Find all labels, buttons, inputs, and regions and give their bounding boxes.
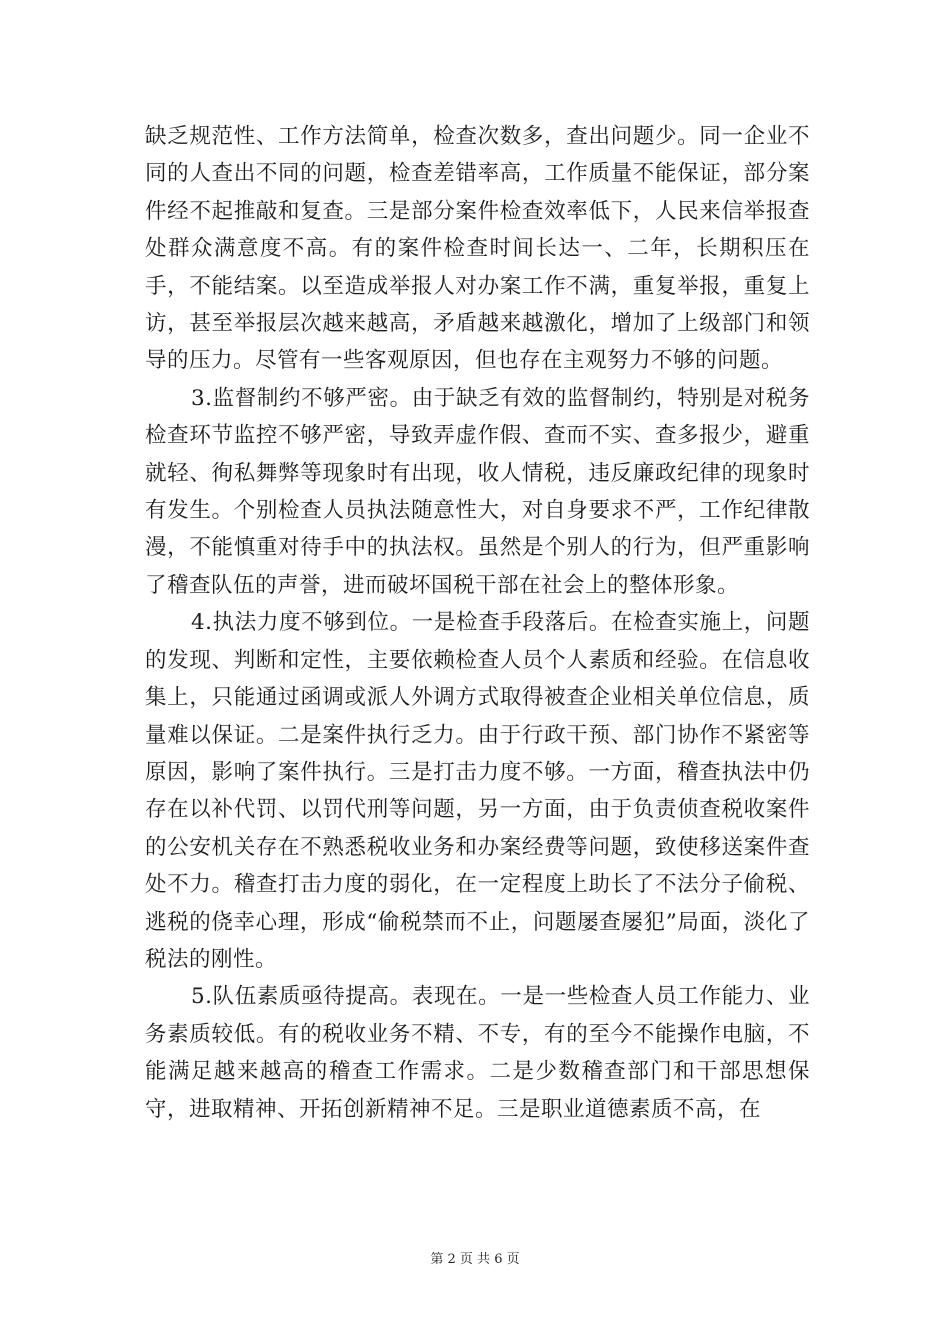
paragraph-team-quality: 5.队伍素质亟待提高。表现在。一是一些检查人员工作能力、业务素质较低。有的税收业务不精、不专，有的至今不能操作电脑，不能满足越来越高的稽查工作需求。二是少数稽查部门和干部思想保守，进取精神、开拓创新精神不足。三是职业道德素质不高，在 [145, 984, 810, 1122]
paragraph-enforcement: 4.执法力度不够到位。一是检查手段落后。在检查实施上，问题的发现、判断和定性，主要依赖检查人员个人素质和经验。在信息收集上，只能通过函调或派人外调方式取得被查企业相关单位信息，质量难以保证。二是案件执行乏力。由于行政干预、部门协作不紧密等原因，影响了案件执行。三是打击力度不够。一方面，稽查执法中仍存在以补代罚、以罚代刑等问题，另一方面，由于负责侦查税收案件的公安机关存在不熟悉税收业务和办案经费等问题，致使移送案件查处不力。稽查打击力度的弱化，在一定程度上助长了不法分子偷税、逃税的侥幸心理，形成“偷税禁而不止，问题屡查屡犯”局面，淡化了税法的刚性。 [145, 610, 810, 972]
paragraph-supervision: 3.监督制约不够严密。由于缺乏有效的监督制约，特别是对税务检查环节监控不够严密，导致弄虚作假、查而不实、查多报少，避重就轻、徇私舞弊等现象时有出现，收人情税，违反廉政纪律的现象时有发生。个别检查人员执法随意性大，对自身要求不严，工作纪律散漫，不能慎重对待手中的执法权。虽然是个别人的行为，但严重影响了稽查队伍的声誉，进而破坏国税干部在社会上的整体形象。 [145, 385, 810, 598]
page-number-footer: 第 2 页 共 6 页 [430, 1252, 520, 1267]
body-text [145, 118, 810, 1128]
paragraph-continued: 缺乏规范性、工作方法简单，检查次数多，查出问题少。同一企业不同的人查出不同的问题，检查差错率高，工作质量不能保证，部分案件经不起推敲和复查。三是部分案件检查效率低下，人民来信举报查处群众满意度不高。有的案件检查时间长达一、二年，长期积压在手，不能结案。以至造成举报人对办案工作不满，重复举报，重复上访，甚至举报层次越来越高，矛盾越来越激化，增加了上级部门和领导的压力。尽管有一些客观原因，但也存在主观努力不够的问题。 [145, 124, 810, 374]
